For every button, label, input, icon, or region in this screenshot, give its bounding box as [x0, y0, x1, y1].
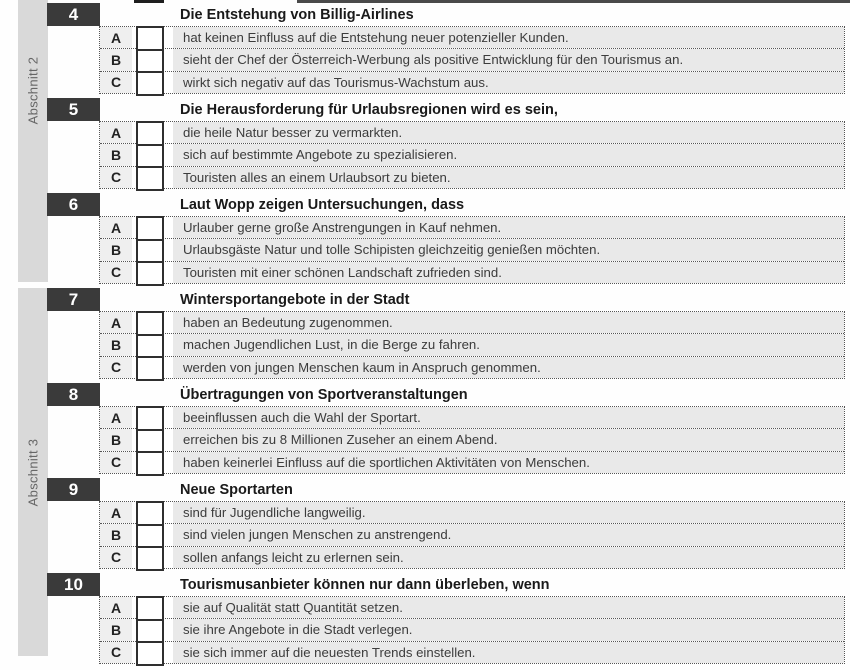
option-text: sieht der Chef der Österreich-Werbung als positive Entwicklung für den Tourismus an. — [173, 49, 844, 70]
option-letter-label: B — [100, 524, 132, 545]
answer-row — [100, 71, 844, 93]
answer-row — [100, 238, 844, 260]
question-block — [0, 380, 850, 475]
checkbox-column — [136, 216, 164, 286]
option-text: sind für Jugendliche langweilig. — [173, 502, 844, 523]
answer-checkbox-q4-a[interactable] — [136, 26, 164, 51]
answer-options-table — [99, 501, 845, 569]
answer-row — [100, 451, 844, 473]
answer-checkbox-q8-a[interactable] — [136, 406, 164, 431]
question-heading: Die Herausforderung für Urlaubsregionen wird es sein, — [180, 102, 558, 118]
option-text: sich auf bestimmte Angebote zu spezialisieren. — [173, 144, 844, 165]
question-heading: Neue Sportarten — [180, 482, 293, 498]
question-number-badge: 8 — [47, 383, 100, 406]
option-text: hat keinen Einfluss auf die Entstehung neuer potenzieller Kunden. — [173, 27, 844, 48]
answer-row — [100, 48, 844, 70]
answer-row — [100, 333, 844, 355]
option-text: sie auf Qualität statt Quantität setzen. — [173, 597, 844, 618]
option-text: sie sich immer auf die neuesten Trends einstellen. — [173, 642, 844, 663]
answer-row — [100, 312, 844, 333]
option-text: erreichen bis zu 8 Millionen Zuseher an einem Abend. — [173, 429, 844, 450]
option-text: Urlaubsgäste Natur und tolle Schipisten gleichzeitig genießen möchten. — [173, 239, 844, 260]
answer-checkbox-q6-b[interactable] — [136, 239, 164, 264]
answer-row — [100, 166, 844, 188]
option-letter-label: C — [100, 357, 132, 378]
option-letter-label: A — [100, 312, 132, 333]
question-heading: Wintersportangebote in der Stadt — [180, 292, 410, 308]
option-letter-label: B — [100, 429, 132, 450]
option-letter-label: C — [100, 642, 132, 663]
answer-options-table — [99, 406, 845, 474]
answer-checkbox-q5-a[interactable] — [136, 121, 164, 146]
option-text: sie ihre Angebote in die Stadt verlegen. — [173, 619, 844, 640]
option-text: Urlauber gerne große Anstrengungen in Kauf nehmen. — [173, 217, 844, 238]
option-letter-label: A — [100, 122, 132, 143]
answer-row — [100, 407, 844, 428]
answer-checkbox-q5-c[interactable] — [136, 166, 164, 191]
option-letter-label: C — [100, 72, 132, 93]
question-number-badge: 10 — [47, 573, 100, 596]
answer-checkbox-q5-b[interactable] — [136, 144, 164, 169]
option-text: wirkt sich negativ auf das Tourismus-Wachstum aus. — [173, 72, 844, 93]
question-number-badge: 4 — [47, 3, 100, 26]
option-letter-label: B — [100, 619, 132, 640]
question-block — [0, 0, 850, 95]
answer-row — [100, 217, 844, 238]
answer-options-table — [99, 121, 845, 189]
answer-options-table — [99, 311, 845, 379]
option-text: sollen anfangs leicht zu erlernen sein. — [173, 547, 844, 568]
checkbox-column — [136, 596, 164, 666]
question-number-badge: 6 — [47, 193, 100, 216]
answer-row — [100, 428, 844, 450]
answer-row — [100, 502, 844, 523]
option-letter-label: C — [100, 452, 132, 473]
answer-checkbox-q7-a[interactable] — [136, 311, 164, 336]
answer-checkbox-q8-c[interactable] — [136, 451, 164, 476]
question-heading: Laut Wopp zeigen Untersuchungen, dass — [180, 197, 465, 213]
option-text: beeinflussen auch die Wahl der Sportart. — [173, 407, 844, 428]
option-text: haben an Bedeutung zugenommen. — [173, 312, 844, 333]
checkbox-column — [136, 121, 164, 191]
checkbox-column — [136, 406, 164, 476]
question-block — [0, 95, 850, 190]
checkbox-column — [136, 26, 164, 96]
answer-options-table — [99, 26, 845, 94]
option-letter-label: C — [100, 262, 132, 283]
option-letter-label: A — [100, 502, 132, 523]
answer-checkbox-q7-b[interactable] — [136, 334, 164, 359]
question-number-badge: 9 — [47, 478, 100, 501]
option-letter-label: B — [100, 49, 132, 70]
question-heading: Übertragungen von Sportveranstaltungen — [180, 387, 468, 403]
option-letter-label: A — [100, 407, 132, 428]
answer-checkbox-q10-c[interactable] — [136, 641, 164, 666]
answer-options-table — [99, 596, 845, 664]
answer-checkbox-q4-b[interactable] — [136, 49, 164, 74]
checkbox-column — [136, 311, 164, 381]
section-label: Abschnitt 2 — [25, 56, 41, 124]
question-block — [0, 285, 850, 380]
answer-row — [100, 261, 844, 283]
question-number-badge: 7 — [47, 288, 100, 311]
option-text: sind vielen jungen Menschen zu anstrengend. — [173, 524, 844, 545]
option-letter-label: B — [100, 144, 132, 165]
answer-checkbox-q8-b[interactable] — [136, 429, 164, 454]
option-text: die heile Natur besser zu vermarkten. — [173, 122, 844, 143]
option-letter-label: C — [100, 167, 132, 188]
answer-row — [100, 523, 844, 545]
option-text: werden von jungen Menschen kaum in Anspruch genommen. — [173, 357, 844, 378]
answer-row — [100, 618, 844, 640]
answer-checkbox-q9-b[interactable] — [136, 524, 164, 549]
option-text: Touristen alles an einem Urlaubsort zu bieten. — [173, 167, 844, 188]
option-letter-label: C — [100, 547, 132, 568]
option-letter-label: A — [100, 597, 132, 618]
answer-row — [100, 597, 844, 618]
answer-row — [100, 356, 844, 378]
answer-checkbox-q6-a[interactable] — [136, 216, 164, 241]
question-block — [0, 570, 850, 665]
option-letter-label: A — [100, 27, 132, 48]
question-number-badge: 5 — [47, 98, 100, 121]
answer-options-table — [99, 216, 845, 284]
option-letter-label: B — [100, 239, 132, 260]
option-letter-label: B — [100, 334, 132, 355]
option-letter-label: A — [100, 217, 132, 238]
checkbox-column — [136, 501, 164, 571]
option-text: haben keinerlei Einfluss auf die sportlichen Aktivitäten von Menschen. — [173, 452, 844, 473]
answer-checkbox-q7-c[interactable] — [136, 356, 164, 381]
answer-checkbox-q9-a[interactable] — [136, 501, 164, 526]
section-label: Abschnitt 3 — [25, 438, 41, 506]
answer-row — [100, 641, 844, 663]
answer-checkbox-q9-c[interactable] — [136, 546, 164, 571]
answer-row — [100, 546, 844, 568]
question-block — [0, 190, 850, 285]
option-text: Touristen mit einer schönen Landschaft zufrieden sind. — [173, 262, 844, 283]
answer-row — [100, 122, 844, 143]
answer-checkbox-q10-a[interactable] — [136, 596, 164, 621]
answer-checkbox-q4-c[interactable] — [136, 71, 164, 96]
option-text: machen Jugendlichen Lust, in die Berge zu fahren. — [173, 334, 844, 355]
question-heading: Tourismusanbieter können nur dann überleben, wenn — [180, 577, 550, 593]
answer-checkbox-q10-b[interactable] — [136, 619, 164, 644]
answer-checkbox-q6-c[interactable] — [136, 261, 164, 286]
question-heading: Die Entstehung von Billig-Airlines — [180, 7, 414, 23]
answer-row — [100, 143, 844, 165]
answer-row — [100, 27, 844, 48]
question-block — [0, 475, 850, 570]
